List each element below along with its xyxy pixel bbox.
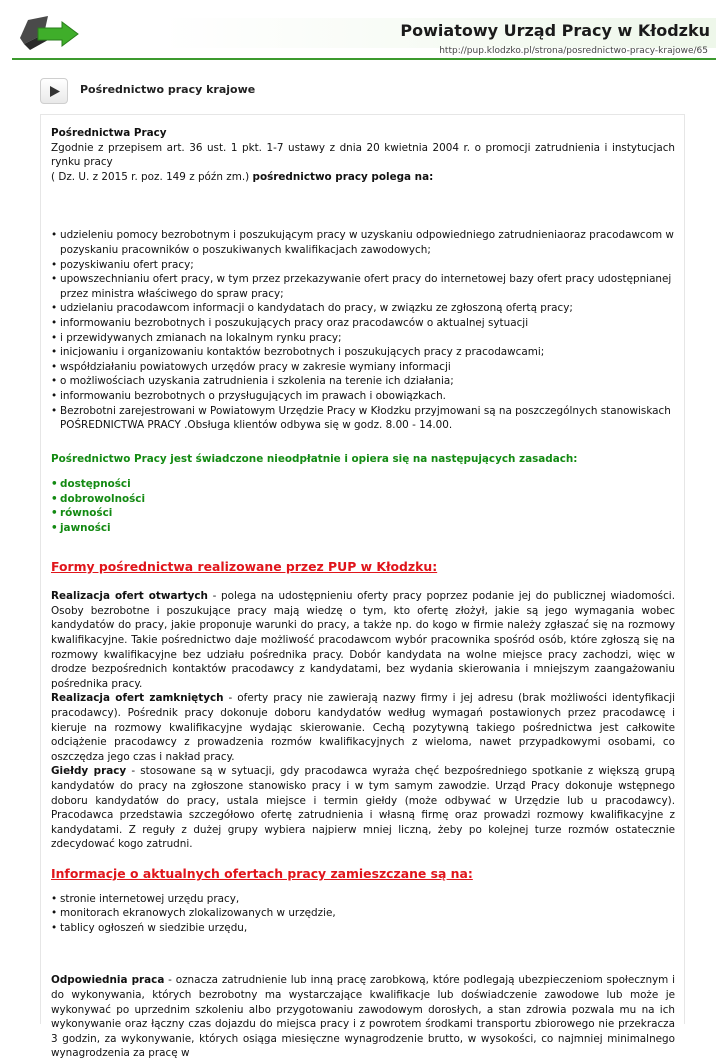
list-item: • udzielaniu pracodawcom informacji o kandydatach do pracy, w związku ze zgłoszoną ofertą pracy; — [51, 301, 675, 316]
section-arrow-button[interactable] — [40, 78, 68, 104]
open-offers-text: - polega na udostępnieniu oferty pracy poprzez podanie jej do publicznej wiadomości. Osoby bezrobotne i poszukujące pracy mają wiedzę o tym, kto ofertę złożył, jakie są jego wymagania wobec kandydatów do pracy, jakie proponuje warunki do pracy, a także np. do kogo w firmie należy zgłaszać się na rozmowy kwalifikacyjne. Takie pośrednictwo daje możliwość pracodawcom wybór pracownika spośród osób, które zgłoszą się na rozmowy kwalifikacyjne bez udziału pośrednika pracy. Dobór kandydata na wolne miejsce pracy zachodzi, więc w drodze bezpośrednich kontaktów pracodawcy z kandydatami, bez wydania skierowania i mniejszym zaangażowaniu pośrednika pracy. — [51, 590, 675, 690]
intro-text: Zgodnie z przepisem art. 36 ust. 1 pkt. 1-7 ustawy z dnia 20 kwietnia 2004 r. o promocji zatrudnienia i instytucjach rynku pracy — [51, 141, 675, 169]
principles-list — [51, 477, 675, 535]
tasks-list — [51, 228, 675, 432]
job-fairs-paragraph — [51, 764, 675, 852]
list-item: • równości — [51, 506, 675, 521]
job-fairs-label: Giełdy pracy — [51, 765, 127, 778]
page-header — [12, 14, 716, 60]
list-item: • upowszechnianiu ofert pracy, w tym przez przekazywanie ofert pracy do internetowej bazy ofert pracy udostępnianej przez ministra właściwego do spraw pracy; — [51, 272, 675, 301]
logo-icon — [18, 14, 82, 54]
closed-offers-label: Realizacja ofert zamkniętych — [51, 692, 224, 705]
section-title: Pośrednictwo pracy krajowe — [80, 83, 256, 96]
intro-heading: Pośrednictwa Pracy — [51, 127, 167, 139]
intro-text-2-bold: pośrednictwo pracy polega na: — [252, 170, 434, 183]
header-divider — [12, 58, 716, 60]
list-item: • o możliwościach uzyskania zatrudnienia i szkolenia na terenie ich działania; — [51, 374, 675, 389]
list-item: • współdziałaniu powiatowych urzędów pracy w zakresie wymiany informacji — [51, 360, 675, 375]
list-item: • informowaniu bezrobotnych o przysługujących im prawach i obowiązkach. — [51, 389, 675, 404]
suitable-work-text: - oznacza zatrudnienie lub inną pracę zarobkową, które podlegają ubezpieczeniom społecznym i do wykonywania, których bezrobotny ma wystarczające kwalifikacje lub doświadczenie zawodowe lub może je wykonywać po uprzednim szkoleniu albo przygotowaniu zawodowym dorosłych, a stan zdrowia pozwala mu na ich wykonywanie oraz łączny czas dojazdu do miejsca pracy i z powrotem środkami transportu zbiorowego nie przekracza 3 godzin, za wykonywanie, których osiąga miesięczne wynagrodzenie brutto, w wysokości, co najmniej minimalnego wynagrodzenia za pracę w — [51, 974, 675, 1060]
list-item: • i przewidywanych zmianach na lokalnym rynku pracy; — [51, 331, 675, 346]
list-item: • inicjowaniu i organizowaniu kontaktów bezrobotnych i poszukujących pracy z pracodawcami; — [51, 345, 675, 360]
info-list — [51, 892, 675, 936]
suitable-work-label: Odpowiednia praca — [51, 974, 165, 987]
content-panel — [40, 114, 685, 1060]
list-item: • stronie internetowej urzędu pracy, — [51, 892, 675, 907]
list-item: • Bezrobotni zarejestrowani w Powiatowym Urzędzie Pracy w Kłodzku przyjmowani są na poszczególnych stanowiskach POŚREDNICTWA PRACY .Obsługa klientów odbywa się w godz. 8.00 - 14.00. — [51, 404, 675, 433]
list-item: • tablicy ogłoszeń w siedzibie urzędu, — [51, 921, 675, 936]
list-item: • jawności — [51, 521, 675, 536]
play-arrow-icon — [49, 85, 61, 98]
closed-offers-paragraph — [51, 691, 675, 764]
list-item: • dobrowolności — [51, 492, 675, 507]
open-offers-paragraph — [51, 589, 675, 691]
list-item: • pozyskiwaniu ofert pracy; — [51, 258, 675, 273]
list-item: • dostępności — [51, 477, 675, 492]
list-item: • monitorach ekranowych zlokalizowanych w urzędzie, — [51, 906, 675, 921]
page-url[interactable]: http://pup.klodzko.pl/strona/posrednictwo-pracy-krajowe/65 — [439, 46, 708, 56]
forms-heading: Formy pośrednictwa realizowane przez PUP w Kłodzku: — [51, 558, 438, 574]
list-item: • udzieleniu pomocy bezrobotnym i poszukującym pracy w uzyskaniu odpowiedniego zatrudnieniaoraz pracodawcom w pozyskaniu pracowników o poszukiwanych kwalifikacjach zawodowych; — [51, 228, 675, 257]
principles-heading: Pośrednictwo Pracy jest świadczone nieodpłatnie i opiera się na następujących zasadach: — [51, 452, 578, 465]
closed-offers-text: - oferty pracy nie zawierają nazwy firmy i jej adresu (brak możliwości identyfikacji pracodawcy). Pośrednik pracy dokonuje doboru kandydatów według wymagań postawionych przez pracodawcę i kieruje na rozmowy kwalifikacyjne wydając skierowanie. Cechą pozytywną takiego pośrednictwa jest całkowite odciążenie pracodawcy z prowadzenia rozmów kwalifikacyjnych z wieloma, nawet przypadkowymi osobami, co oszczędza jego czas i nakład pracy. — [51, 692, 675, 763]
article-body — [51, 125, 675, 1061]
site-title: Powiatowy Urząd Pracy w Kłodzku — [400, 21, 710, 40]
job-fairs-text: - stosowane są w sytuacji, gdy pracodawca wyraża chęć bezpośredniego spotkanie z większą grupą kandydatów do pracy na zgłoszone stanowisko pracy i w tym samym zawodzie. Urząd Pracy dokonuje wstępnego doboru kandydatów do pracy, ustala miejsce i termin giełdy (może odbywać w Urzędzie lub u pracodawcy). Pracodawca przedstawia szczegółowo ofertę zatrudnienia i własną firmę oraz prowadzi rozmowy kwalifikacyjne z kandydatami. Z reguły z dużej grupy wybiera najpierw mniej liczną, żeby po kolejnej turze rozmów ostatecznie zdecydować kogo zatrudni. — [51, 765, 676, 851]
suitable-work-paragraph — [51, 973, 675, 1061]
info-heading: Informacje o aktualnych ofertach pracy zamieszczane są na: — [51, 865, 473, 881]
intro-text-2 — [51, 170, 675, 185]
open-offers-label: Realizacja ofert otwartych — [51, 590, 208, 603]
list-item: • informowaniu bezrobotnych i poszukujących pracy oraz pracodawców o aktualnej sytuacji — [51, 316, 675, 331]
intro-text-2-plain: ( Dz. U. z 2015 r. poz. 149 z późn zm.) — [51, 170, 253, 183]
